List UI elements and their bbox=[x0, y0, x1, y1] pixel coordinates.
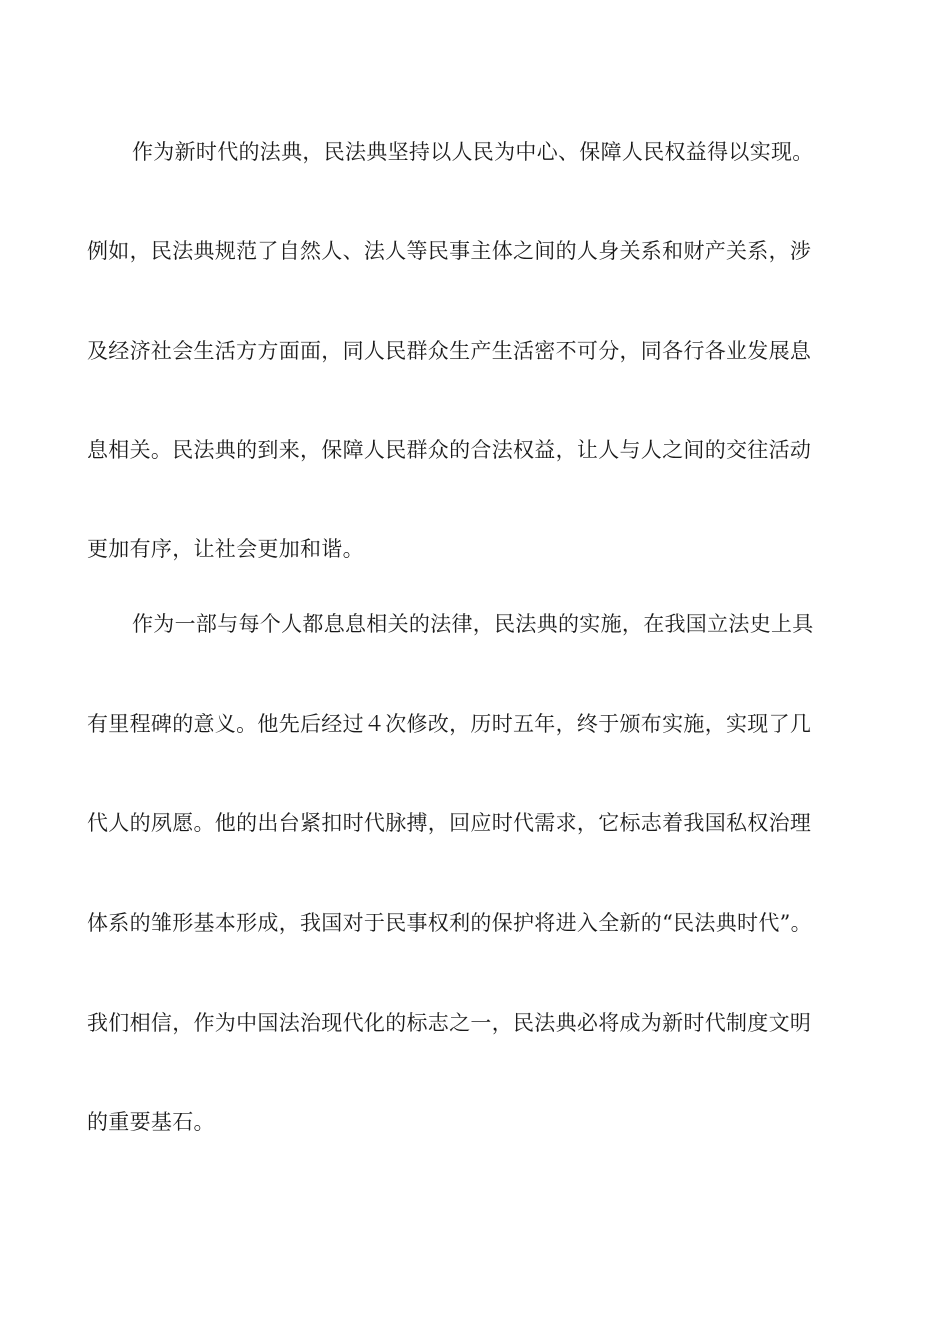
paragraph-2-line-2: 有里程碑的意义。他先后经过４次修改，历时五年，终于颁布实施，实现了几 bbox=[87, 712, 812, 736]
paragraph-1-line-2: 例如，民法典规范了自然人、法人等民事主体之间的人身关系和财产关系，涉 bbox=[87, 239, 812, 263]
paragraph-1-line-4: 息相关。民法典的到来，保障人民群众的合法权益，让人与人之间的交往活动 bbox=[87, 438, 812, 462]
paragraph-1-line-1: 作为新时代的法典，民法典坚持以人民为中心、保障人民权益得以实现。 bbox=[132, 140, 814, 164]
paragraph-2-line-1: 作为一部与每个人都息息相关的法律，民法典的实施，在我国立法史上具 bbox=[132, 612, 814, 636]
paragraph-2-line-3: 代人的夙愿。他的出台紧扣时代脉搏，回应时代需求，它标志着我国私权治理 bbox=[87, 811, 812, 835]
paragraph-2-line-6: 的重要基石。 bbox=[87, 1110, 215, 1134]
paragraph-2-line-5: 我们相信，作为中国法治现代化的标志之一，民法典必将成为新时代制度文明 bbox=[87, 1011, 812, 1035]
paragraph-1-line-3: 及经济社会生活方方面面，同人民群众生产生活密不可分，同各行各业发展息 bbox=[87, 339, 812, 363]
paragraph-2-line-4: 体系的雏形基本形成，我国对于民事权利的保护将进入全新的“民法典时代”。 bbox=[87, 911, 812, 935]
paragraph-1-line-5: 更加有序，让社会更加和谐。 bbox=[87, 537, 364, 561]
